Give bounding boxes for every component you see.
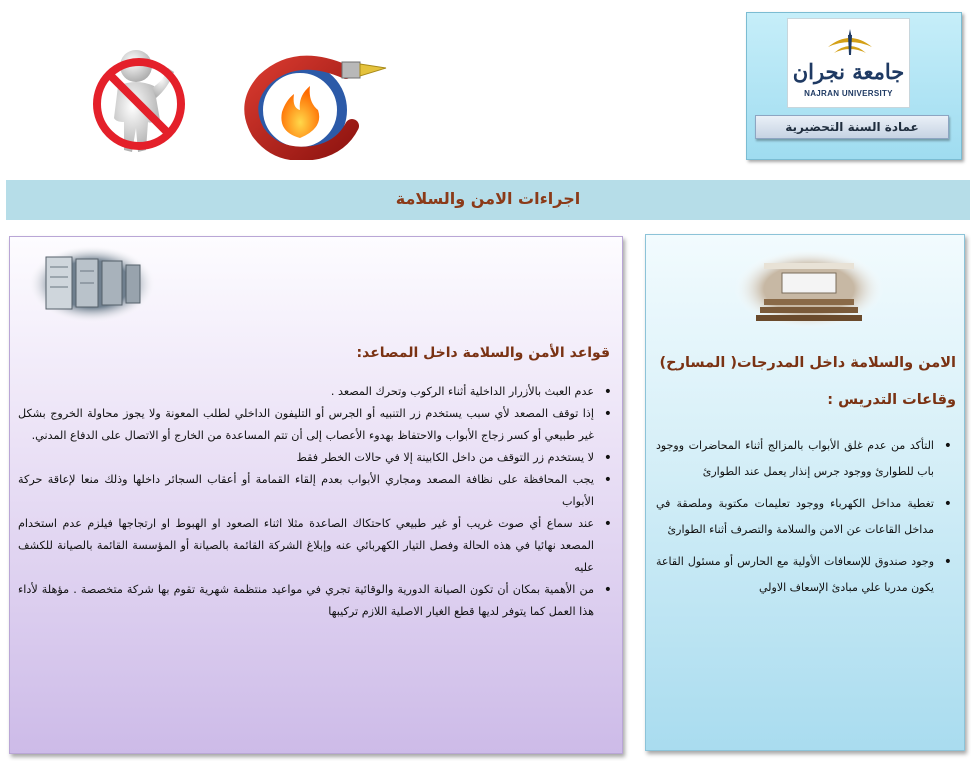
- university-name-english: NAJRAN UNIVERSITY: [804, 89, 893, 98]
- university-logo-box: [746, 12, 962, 160]
- lecture-hall-icon: [734, 249, 884, 329]
- list-item: • عند سماع أي صوت غريب أو غير طبيعي كاحتكاك الصاعدة مثلا اثناء الصعود او الهبوط او ارتجاجها فيلزم عدم استخدام المصعد نهائيا في هذه الحالة وفصل التيار الكهربائي عنه وإبلاغ الشركة القائمة بالصيانة أو المؤسسة القائمة بالصيانة للكشف عليه: [18, 513, 614, 579]
- lecture-hall-heading: الامن والسلامة داخل المدرجات( المسارح) وقاعات التدريس :: [659, 355, 956, 408]
- list-item: • إذا توقف المصعد لأي سبب يستخدم زر التنبيه أو الجرس أو التليفون الداخلي لطلب المعونة ولا يجوز محاولة الخروج بشكل غير طبيعي أو كسر زجاج الأبواب والاحتفاظ بهدوء الأعصاب إلى أن تتم المساعدة من الخارج أو الاتصال على الدفاع المدني.: [18, 403, 614, 447]
- palm-emblem-icon: [822, 25, 878, 57]
- elevator-rules-list: [18, 381, 614, 623]
- lecture-hall-safety-panel: [645, 234, 965, 751]
- list-item: • التأكد من عدم غلق الأبواب بالمزالج أثناء المحاضرات ووجود باب للطوارئ ووجود جرس إنذار يعمل عند الطوارئ: [656, 433, 956, 485]
- elevator-rules-heading: قواعد الأمن والسلامة داخل المصاعد:: [356, 345, 610, 361]
- page-title: اجراءات الامن والسلامة: [6, 180, 970, 220]
- university-logo: [787, 18, 910, 108]
- list-item: • لا يستخدم زر التوقف من داخل الكابينة إلا في حالات الخطر فقط: [18, 447, 614, 469]
- deanship-label: عمادة السنة التحضيرية: [755, 115, 949, 139]
- list-item: • يجب المحافظة على نظافة المصعد ومجاري الأبواب بعدم إلقاء القمامة أو أعقاب السجائر داخلها وذلك منعا لإعاقة حركة الأبواب: [18, 469, 614, 513]
- list-item: • تغطية مداخل الكهرباء ووجود تعليمات مكتوبة وملصقة في مداخل القاعات عن الامن والسلامة والتصرف أثناء الطوارئ: [656, 491, 956, 543]
- no-entry-person-icon: [90, 42, 188, 156]
- lecture-hall-rules-list: [656, 433, 956, 607]
- elevator-safety-panel: [9, 236, 623, 754]
- fire-hose-icon: [238, 52, 388, 160]
- list-item: • وجود صندوق للإسعافات الأولية مع الحارس أو مسئول القاعة يكون مدربا علي مبادئ الإسعاف الاولي: [656, 549, 956, 601]
- university-name-arabic: جامعة نجران: [792, 59, 905, 84]
- server-room-icon: [28, 245, 156, 323]
- list-item: • عدم العبث بالأزرار الداخلية أثناء الركوب وتحرك المصعد .: [18, 381, 614, 403]
- list-item: • من الأهمية بمكان أن تكون الصيانة الدورية والوقائية تجري في مواعيد منتظمة شهرية تقوم بها شركة متخصصة . مؤهلة لأداء هذا العمل كما يتوفر لديها قطع الغيار الاصلية اللازم تركيبها: [18, 579, 614, 623]
